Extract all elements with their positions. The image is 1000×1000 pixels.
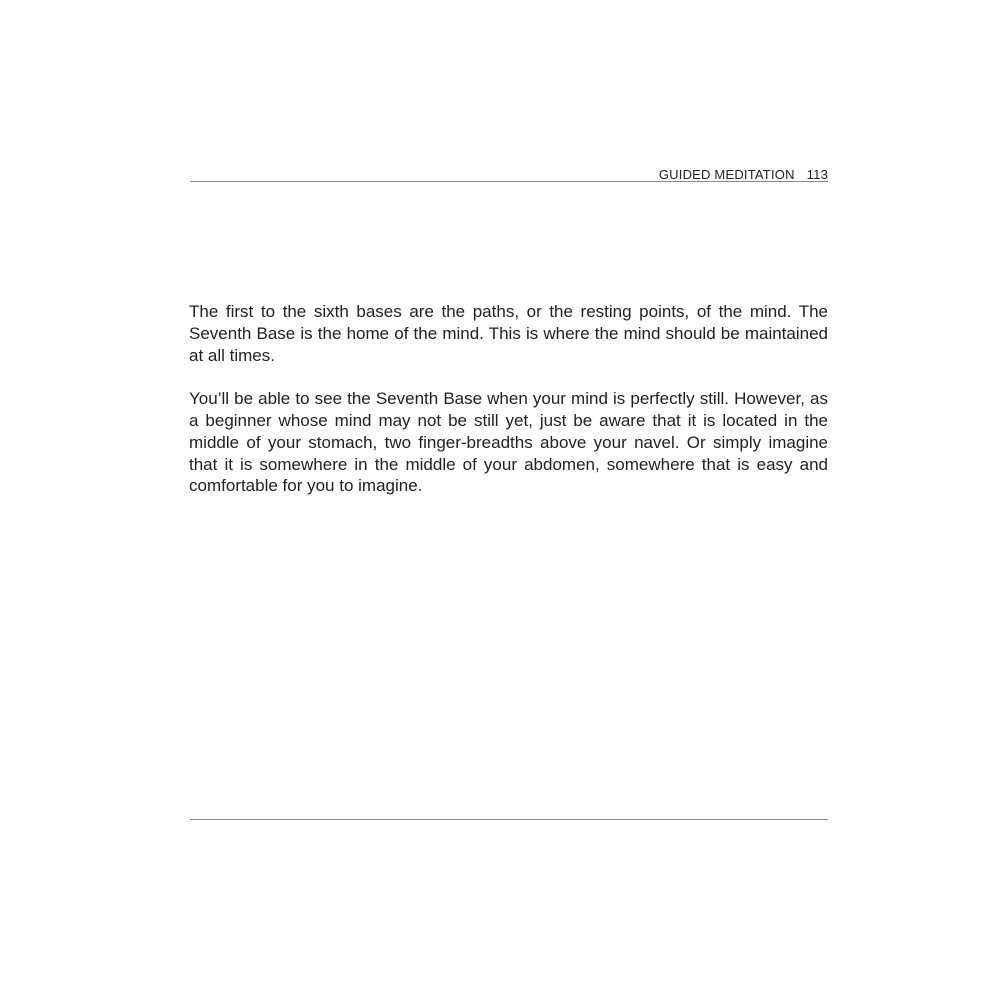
section-title: GUIDED MEDITATION [658, 167, 795, 182]
paragraph: You’ll be able to see the Seventh Base when your mind is perfectly still. However, as a beginner whose mind may not be still yet, just be aware that it is located in the middle of your stomach, two finger-breadths above your navel. Or simply imagine that it is somewhere in the middle of your abdomen, somewhere that is easy and comfortable for you to imagine. [189, 389, 828, 496]
header-rule [190, 181, 828, 182]
footer-rule [190, 819, 828, 820]
body-text [189, 301, 828, 497]
page-number: 113 [806, 167, 828, 182]
running-header [190, 164, 828, 182]
paragraph: The first to the sixth bases are the paths, or the resting points, of the mind. The Seventh Base is the home of the mind. This is where the mind should be maintained at all times. [189, 302, 828, 365]
